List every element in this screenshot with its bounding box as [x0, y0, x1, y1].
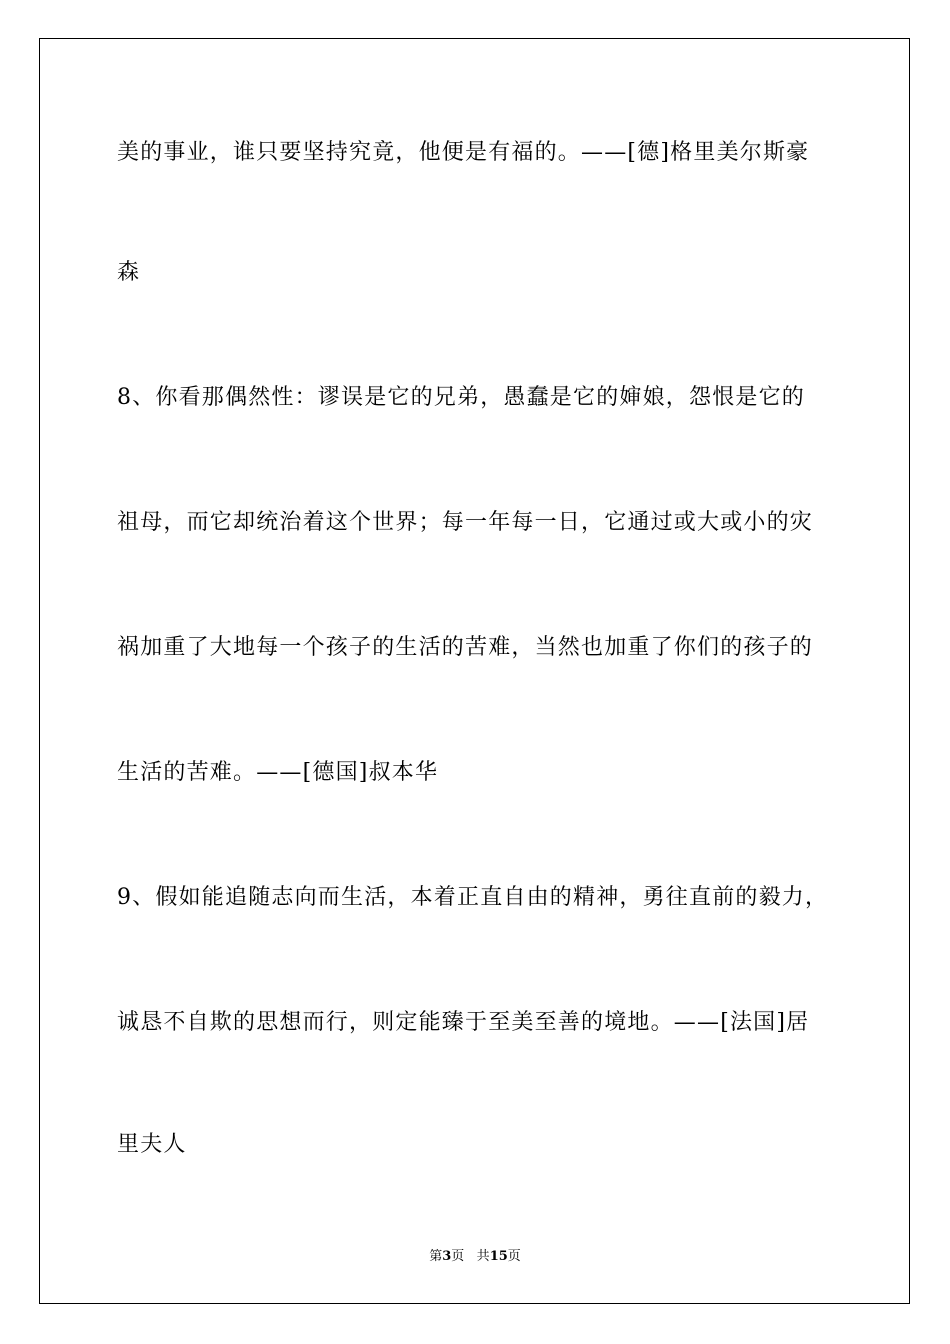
- text-line-6: 生活的苦难。——[德国]叔本华: [117, 760, 439, 785]
- text-line-7: 9、假如能追随志向而生活，本着正直自由的精神，勇往直前的毅力，: [117, 885, 829, 910]
- page-number: 3: [442, 1249, 452, 1264]
- text-line-3: 8、你看那偶然性：谬误是它的兄弟，愚蠢是它的婶娘，怨恨是它的: [117, 385, 805, 410]
- total-prefix: 共: [476, 1249, 490, 1264]
- text-line-2: 森: [117, 260, 141, 285]
- total-suffix: 页: [507, 1249, 521, 1264]
- page-footer: [0, 1248, 950, 1266]
- text-line-1: 美的事业，谁只要坚持究竟，他便是有福的。——[德]格里美尔斯豪: [117, 140, 810, 165]
- text-line-4: 祖母，而它却统治着这个世界；每一年每一日，它通过或大或小的灾: [117, 510, 814, 535]
- text-line-9: 里夫人: [117, 1132, 187, 1157]
- page-border: [39, 38, 910, 1304]
- text-line-8: 诚恳不自欺的思想而行，则定能臻于至美至善的境地。——[法国]居: [117, 1010, 810, 1035]
- page-suffix: 页: [451, 1249, 465, 1264]
- total-pages: 15: [489, 1249, 508, 1264]
- page-prefix: 第: [429, 1249, 443, 1264]
- text-line-5: 祸加重了大地每一个孩子的生活的苦难，当然也加重了你们的孩子的: [117, 635, 814, 660]
